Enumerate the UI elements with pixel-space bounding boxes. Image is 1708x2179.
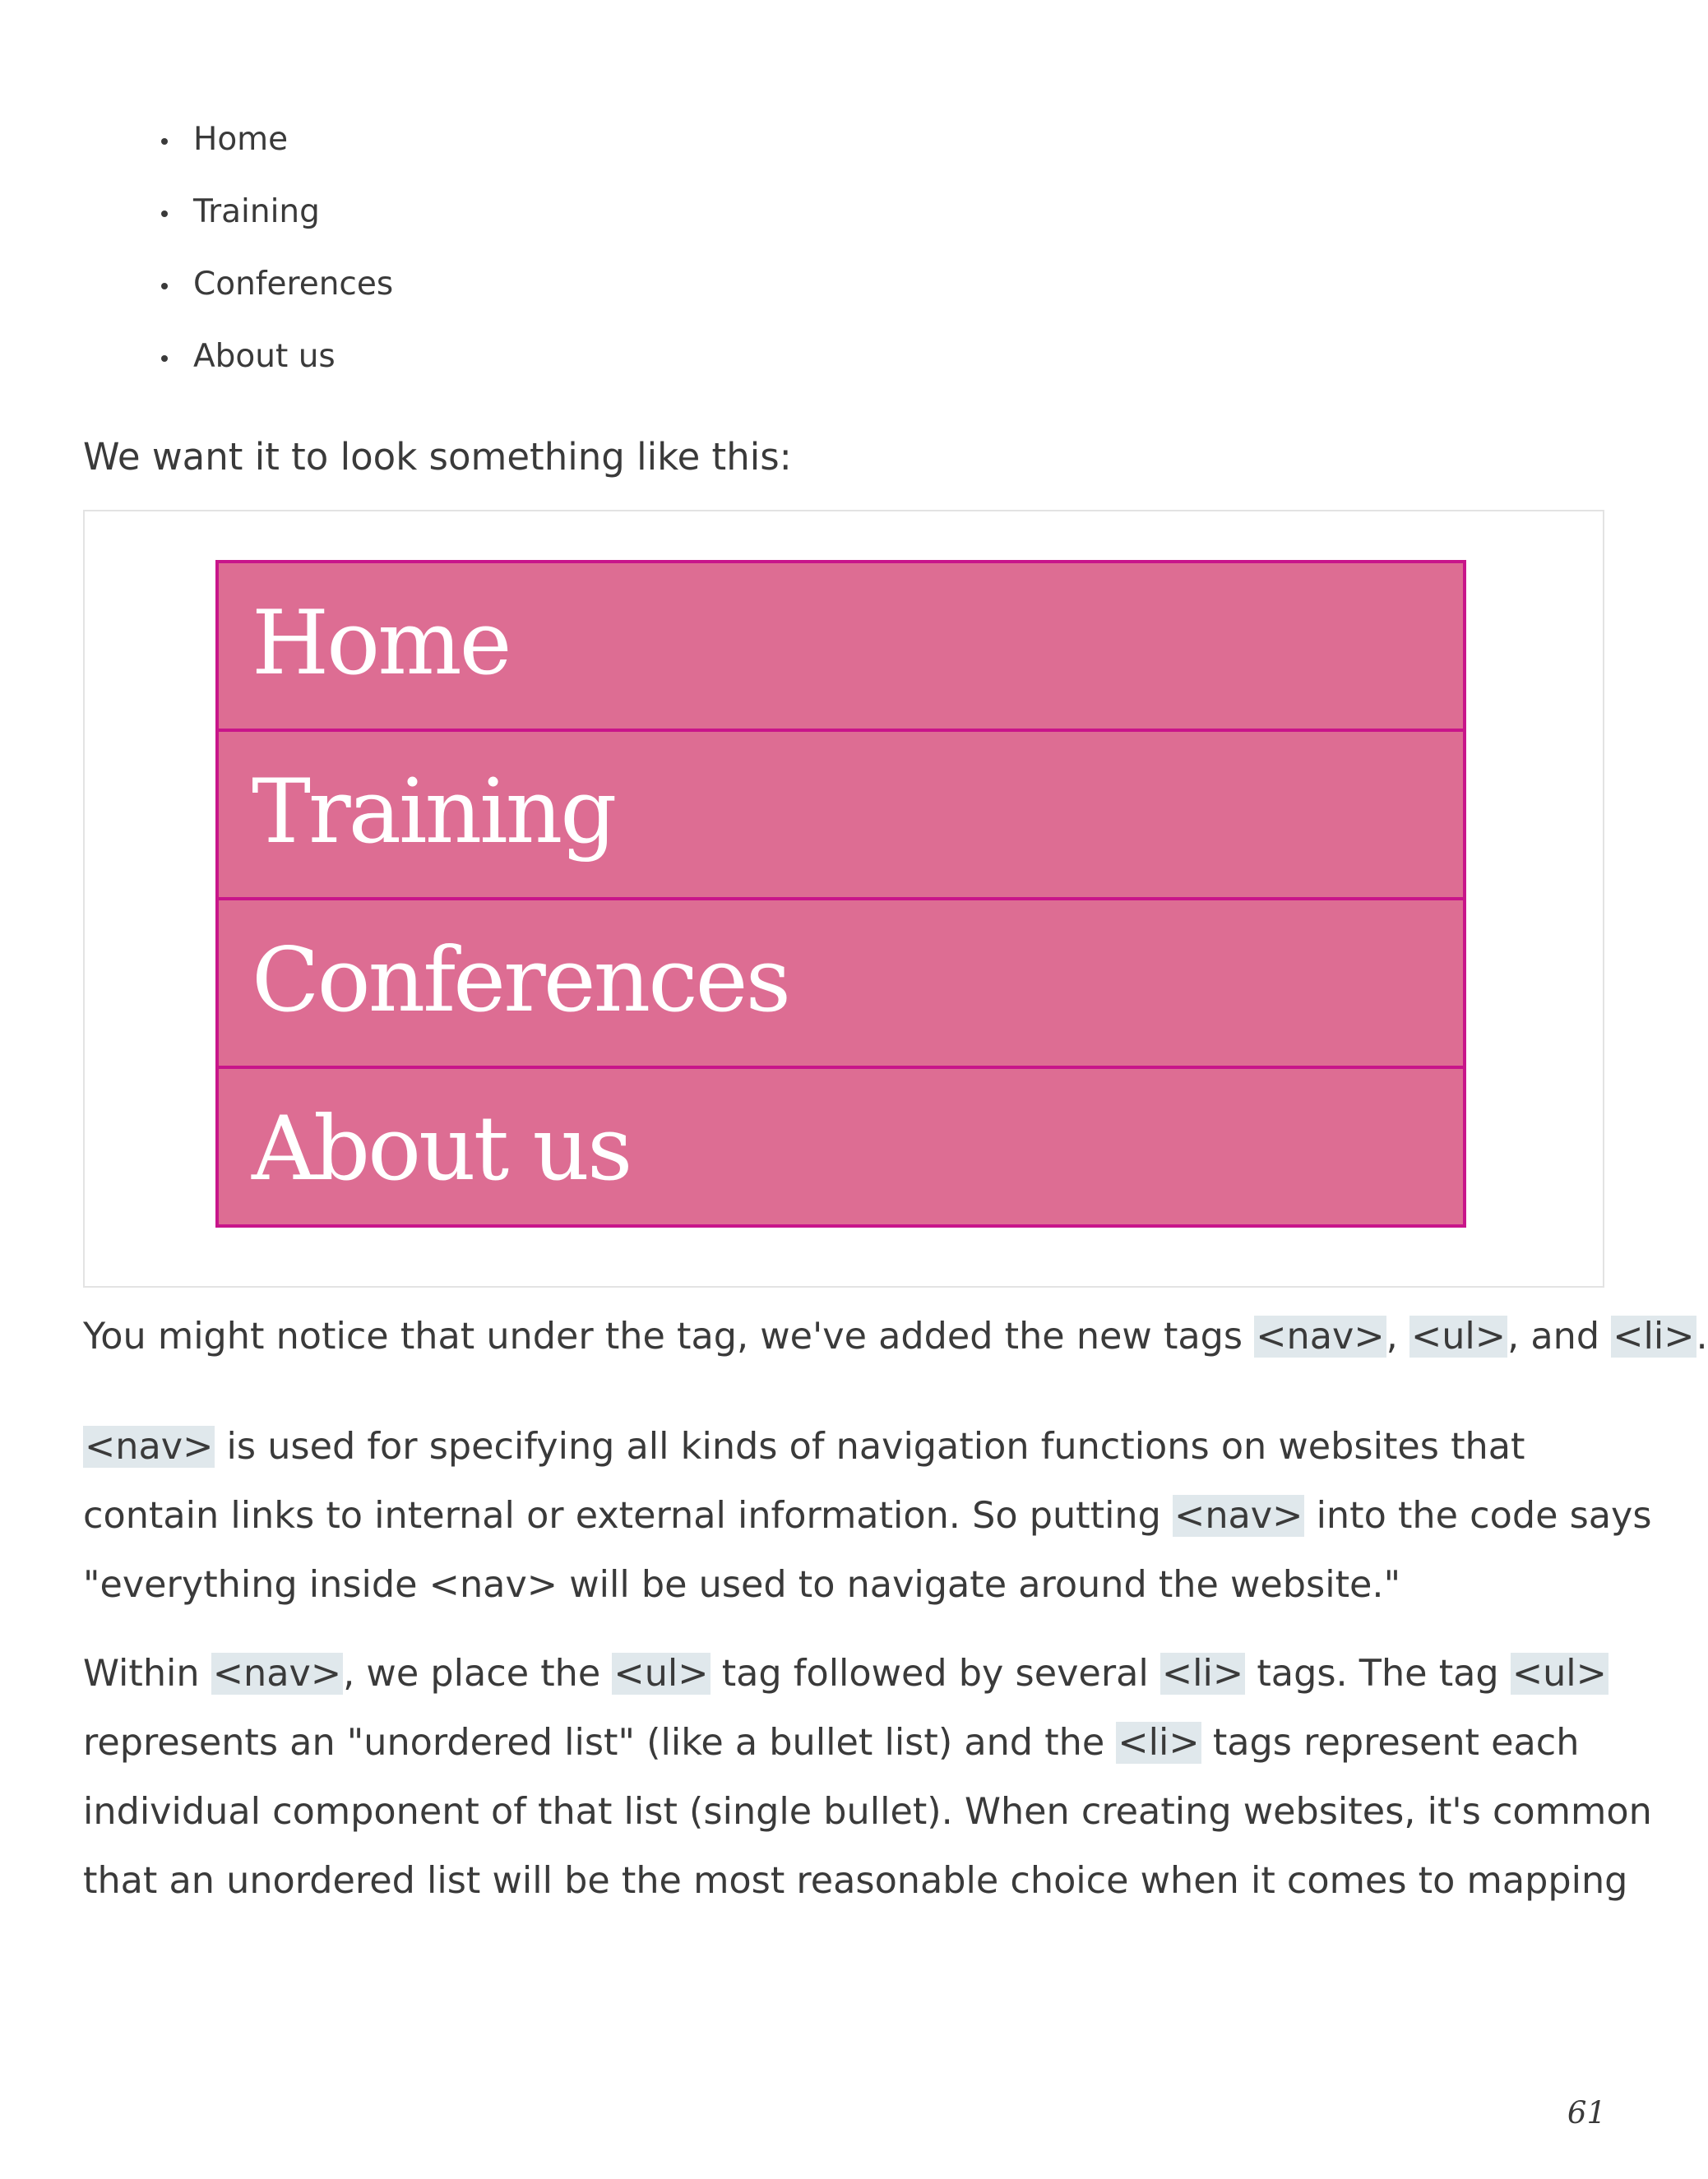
- code-li: <li>: [1118, 1722, 1200, 1764]
- bullet-item-conferences: Conferences: [83, 260, 393, 332]
- text-run: .: [1696, 1316, 1708, 1358]
- text-run: You might notice that under the tag, we've added the new tags: [83, 1316, 1255, 1358]
- text-run: that an unordered list will be the most reasonable choice when it comes to mapping: [83, 1860, 1628, 1902]
- code-li: <li>: [1613, 1316, 1695, 1358]
- paragraph-line: [83, 1640, 1608, 1709]
- text-run: "everything inside <nav> will be used to navigate around the website.": [83, 1564, 1401, 1606]
- text-run: Within: [83, 1653, 211, 1695]
- code-nav: <nav>: [212, 1653, 342, 1695]
- demo-nav-item-about-us: About us: [252, 1098, 631, 1201]
- bullet-item-training: Training: [83, 187, 393, 260]
- bullet-item-about-us: About us: [83, 332, 393, 405]
- demo-navigation-menu: [215, 560, 1466, 1228]
- example-figure: [83, 510, 1604, 1288]
- code-li: <li>: [1161, 1653, 1244, 1695]
- text-run: contain links to internal or external information. So putting: [83, 1495, 1173, 1537]
- text-run: individual component of that list (single bullet). When creating websites, it's common: [83, 1791, 1652, 1833]
- bullet-list: [83, 115, 393, 405]
- code-nav: <nav>: [1174, 1495, 1303, 1537]
- paragraph-new-tags: [83, 1302, 1708, 1372]
- intro-text: We want it to look something like this:: [83, 435, 792, 479]
- code-ul: <ul>: [1410, 1316, 1507, 1358]
- code-nav: <nav>: [85, 1426, 214, 1468]
- paragraph-line: [83, 1413, 1525, 1482]
- text-run: into the code says: [1304, 1495, 1652, 1537]
- paragraph-line: [83, 1551, 1400, 1620]
- text-run: tag followed by several: [710, 1653, 1160, 1695]
- text-run: , and: [1507, 1316, 1612, 1358]
- code-nav: <nav>: [1256, 1316, 1385, 1358]
- text-run: ,: [1386, 1316, 1409, 1358]
- paragraph-line: [83, 1847, 1627, 1916]
- text-run: represents an "unordered list" (like a bullet list) and the: [83, 1722, 1117, 1764]
- text-run: tags. The tag: [1245, 1653, 1511, 1695]
- code-ul: <ul>: [1511, 1653, 1607, 1695]
- bullet-item-home: Home: [83, 115, 393, 187]
- paragraph-line: [83, 1709, 1579, 1778]
- demo-nav-item-conferences: Conferences: [219, 900, 1463, 1069]
- text-run: tags represent each: [1201, 1722, 1580, 1764]
- demo-nav-item-home: Home: [219, 563, 1463, 732]
- text-run: , we place the: [343, 1653, 613, 1695]
- demo-nav-item-training: Training: [219, 732, 1463, 900]
- code-ul: <ul>: [613, 1653, 709, 1695]
- page-number: 61: [1567, 2095, 1606, 2130]
- paragraph-line: [83, 1778, 1652, 1847]
- paragraph-line: [83, 1482, 1652, 1551]
- text-run: is used for specifying all kinds of navigation functions on websites that: [215, 1426, 1525, 1468]
- demo-nav-list: [219, 563, 1463, 1234]
